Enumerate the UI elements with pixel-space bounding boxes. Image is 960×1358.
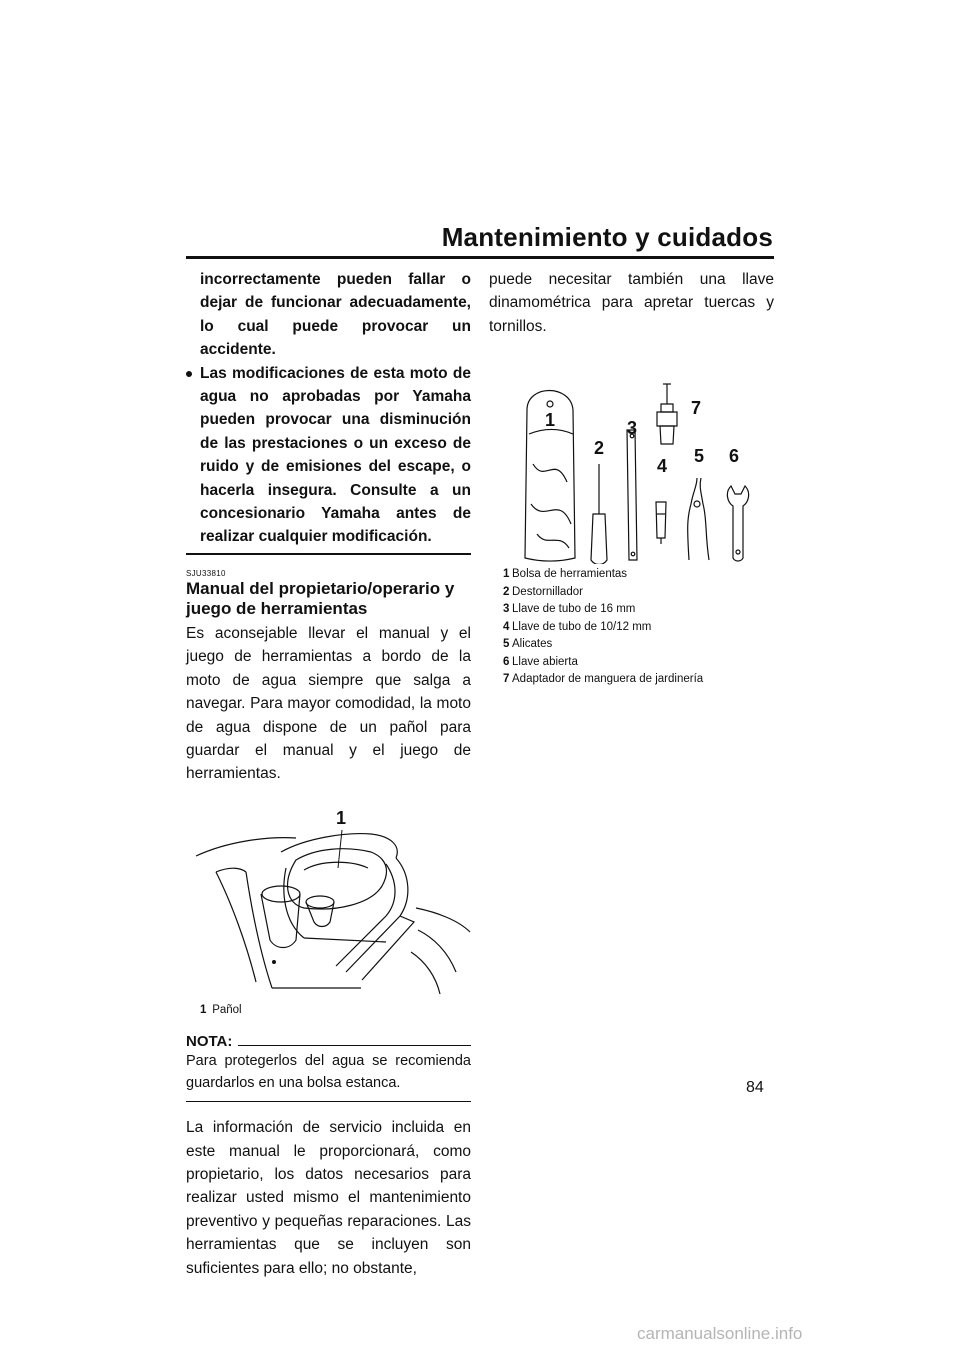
caption-number: 4	[503, 620, 510, 633]
warning-end-rule	[186, 553, 471, 555]
caption-text: Llave de tubo de 10/12 mm	[512, 620, 652, 633]
section-intro: Es aconsejable llevar el manual y el juego de herramientas a bordo de la moto de agua siempre que salga a navegar. Para mayor comodidad, la moto de agua dispone de un pañol para guardar el manual y el juego de herramientas.	[186, 624, 471, 783]
service-info-continuation: puede necesitar también una llave dinamométrica para apretar tuercas y tornillos.	[489, 271, 774, 335]
figure2-callout-3: 3	[627, 418, 638, 439]
caption-text: Alicates	[512, 638, 553, 651]
page-title: Mantenimiento y cuidados	[441, 222, 773, 252]
figure2-callout-4: 4	[657, 456, 668, 477]
figure2-callout-2: 2	[594, 438, 605, 459]
right-column	[489, 268, 774, 689]
nota-rule	[238, 1045, 471, 1046]
caption-text: Destornillador	[512, 585, 583, 598]
nota-header	[186, 1033, 471, 1050]
caption-number: 7	[503, 673, 510, 686]
caption-item	[503, 654, 774, 672]
figure2-callout-7: 7	[691, 398, 702, 419]
warning-bullet-text: Las modificaciones de esta moto de agua no aprobadas por Yamaha pueden provocar una disminución de las prestaciones o un exceso de ruido y de emisiones del escape, o hacerla insegura. Consulte a un concesionario Yamaha antes de realizar cualquier modificación.	[200, 364, 471, 546]
section-title: Manual del propietario/operario y juego de herramientas	[186, 578, 455, 618]
figure2-caption-list	[489, 566, 774, 689]
warning-bullet	[186, 362, 471, 549]
caption-item	[503, 619, 774, 637]
header-rule	[186, 256, 774, 259]
caption-number: 6	[503, 655, 510, 668]
service-info-paragraph: La información de servicio incluida en este manual le proporcionará, como propietario, los datos necesarios para realizar usted mismo el mantenimiento preventivo y pequeñas reparaciones. Las herramientas que se incluyen son suficientes para ello; no obstante,	[186, 1119, 471, 1277]
storage-compartment-drawing	[186, 812, 471, 994]
caption-text: Pañol	[212, 1003, 242, 1016]
caption-text: Bolsa de herramientas	[512, 568, 628, 581]
caption-number: 1	[200, 1003, 207, 1016]
bullet-icon	[186, 371, 192, 377]
caption-number: 3	[503, 603, 510, 616]
figure2-callout-1: 1	[545, 410, 556, 431]
caption-item	[503, 636, 774, 654]
figure1-callout: 1	[336, 807, 347, 828]
tool-kit-illustration	[489, 364, 774, 564]
caption-text: Llave abierta	[512, 655, 578, 668]
caption-item	[503, 566, 774, 584]
nota-text: Para protegerlos del agua se recomienda guardarlos en una bolsa estanca.	[186, 1053, 471, 1092]
section-ref-code: SJU33810	[186, 568, 226, 578]
caption-text: Adaptador de manguera de jardinería	[512, 673, 704, 686]
caption-number: 1	[503, 568, 510, 581]
storage-compartment-illustration	[186, 807, 471, 994]
left-column	[186, 268, 471, 1280]
caption-item	[503, 584, 774, 602]
watermark: carmanualsonline.info	[637, 1324, 803, 1343]
caption-text: Llave de tubo de 16 mm	[512, 603, 636, 616]
nota-label: NOTA:	[186, 1033, 233, 1051]
caption-item	[503, 601, 774, 619]
figure2-callout-6: 6	[729, 446, 740, 467]
figure2-callout-5: 5	[694, 446, 705, 467]
caption-item	[503, 671, 774, 689]
caption-number: 2	[503, 585, 510, 598]
nota-end-rule	[186, 1101, 471, 1102]
caption-number: 5	[503, 638, 510, 651]
warning-continuation: incorrectamente pueden fallar o dejar de funcionar adecuadamente, lo cual puede provocar un accidente.	[200, 271, 471, 359]
figure1-caption	[186, 1002, 471, 1020]
page-number: 84	[746, 1079, 764, 1096]
